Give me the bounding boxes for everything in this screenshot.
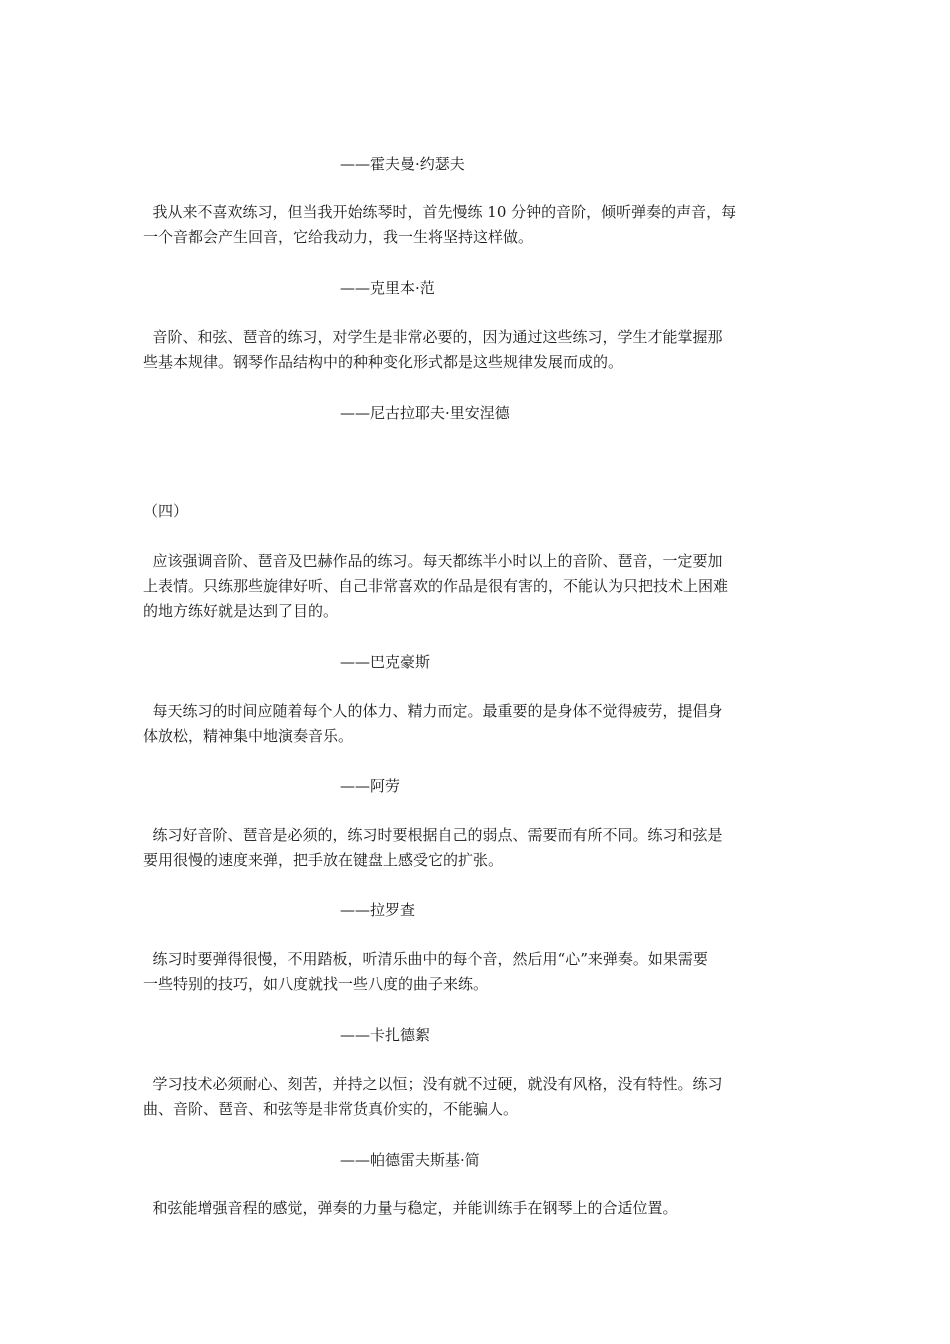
quote-attribution: ——卡扎德絮 (340, 1026, 431, 1044)
quote-attribution: ——阿劳 (340, 777, 401, 795)
quote-attribution: ——巴克豪斯 (340, 653, 431, 671)
paragraph-line: 应该强调音阶、琶音及巴赫作品的练习。每天都练半小时以上的音阶、琶音，一定要加 (143, 552, 723, 570)
paragraph-line: 一个音都会产生回音，它给我动力，我一生将坚持这样做。 (143, 228, 534, 246)
quote-attribution: ——尼古拉耶夫·里安涅德 (340, 404, 510, 422)
paragraph-line: 练习好音阶、琶音是必须的，练习时要根据自己的弱点、需要而有所不同。练习和弦是 (143, 826, 723, 844)
section-heading: （四） (143, 502, 189, 520)
paragraph-line: 的地方练好就是达到了目的。 (143, 602, 339, 620)
quote-paragraph (143, 1072, 823, 1122)
paragraph-line: 学习技术必须耐心、刻苦，并持之以恒；没有就不过硬，就没有风格，没有特性。练习 (143, 1075, 723, 1093)
quote-attribution: ——帕德雷夫斯基·简 (340, 1151, 480, 1169)
quote-attribution: ——克里本·范 (340, 279, 435, 297)
quote-paragraph (143, 200, 823, 250)
quote-paragraph (143, 549, 823, 624)
paragraph-line: 音阶、和弦、琶音的练习，对学生是非常必要的，因为通过这些练习，学生才能掌握那 (143, 328, 723, 346)
quote-paragraph (143, 699, 823, 749)
paragraph-line: 每天练习的时间应随着每个人的体力、精力而定。最重要的是身体不觉得疲劳，提倡身 (143, 702, 723, 720)
paragraph-line: 上表情。只练那些旋律好听、自己非常喜欢的作品是很有害的，不能认为只把技术上困难 (143, 577, 729, 595)
quote-attribution: ——拉罗查 (340, 901, 416, 919)
quote-paragraph (143, 1196, 823, 1221)
paragraph-line: 体放松，精神集中地演奏音乐。 (143, 727, 354, 745)
quote-paragraph (143, 325, 823, 375)
paragraph-line: 和弦能增强音程的感觉，弹奏的力量与稳定，并能训练手在钢琴上的合适位置。 (143, 1199, 678, 1217)
paragraph-line: 要用很慢的速度来弹，把手放在键盘上感受它的扩张。 (143, 851, 504, 869)
quote-paragraph (143, 823, 823, 873)
quote-paragraph (143, 947, 823, 997)
paragraph-line: 练习时要弹得很慢，不用踏板，听清乐曲中的每个音，然后用“心”来弹奏。如果需要 (143, 950, 708, 968)
quote-attribution: ——霍夫曼·约瑟夫 (340, 155, 465, 173)
paragraph-line: 些基本规律。钢琴作品结构中的种种变化形式都是这些规律发展而成的。 (143, 353, 624, 371)
paragraph-line: 我从来不喜欢练习，但当我开始练琴时，首先慢练 10 分钟的音阶，倾听弹奏的声音，每 (143, 203, 737, 221)
paragraph-line: 曲、音阶、琶音、和弦等是非常货真价实的，不能骗人。 (143, 1100, 519, 1118)
paragraph-line: 一些特别的技巧，如八度就找一些八度的曲子来练。 (143, 975, 489, 993)
